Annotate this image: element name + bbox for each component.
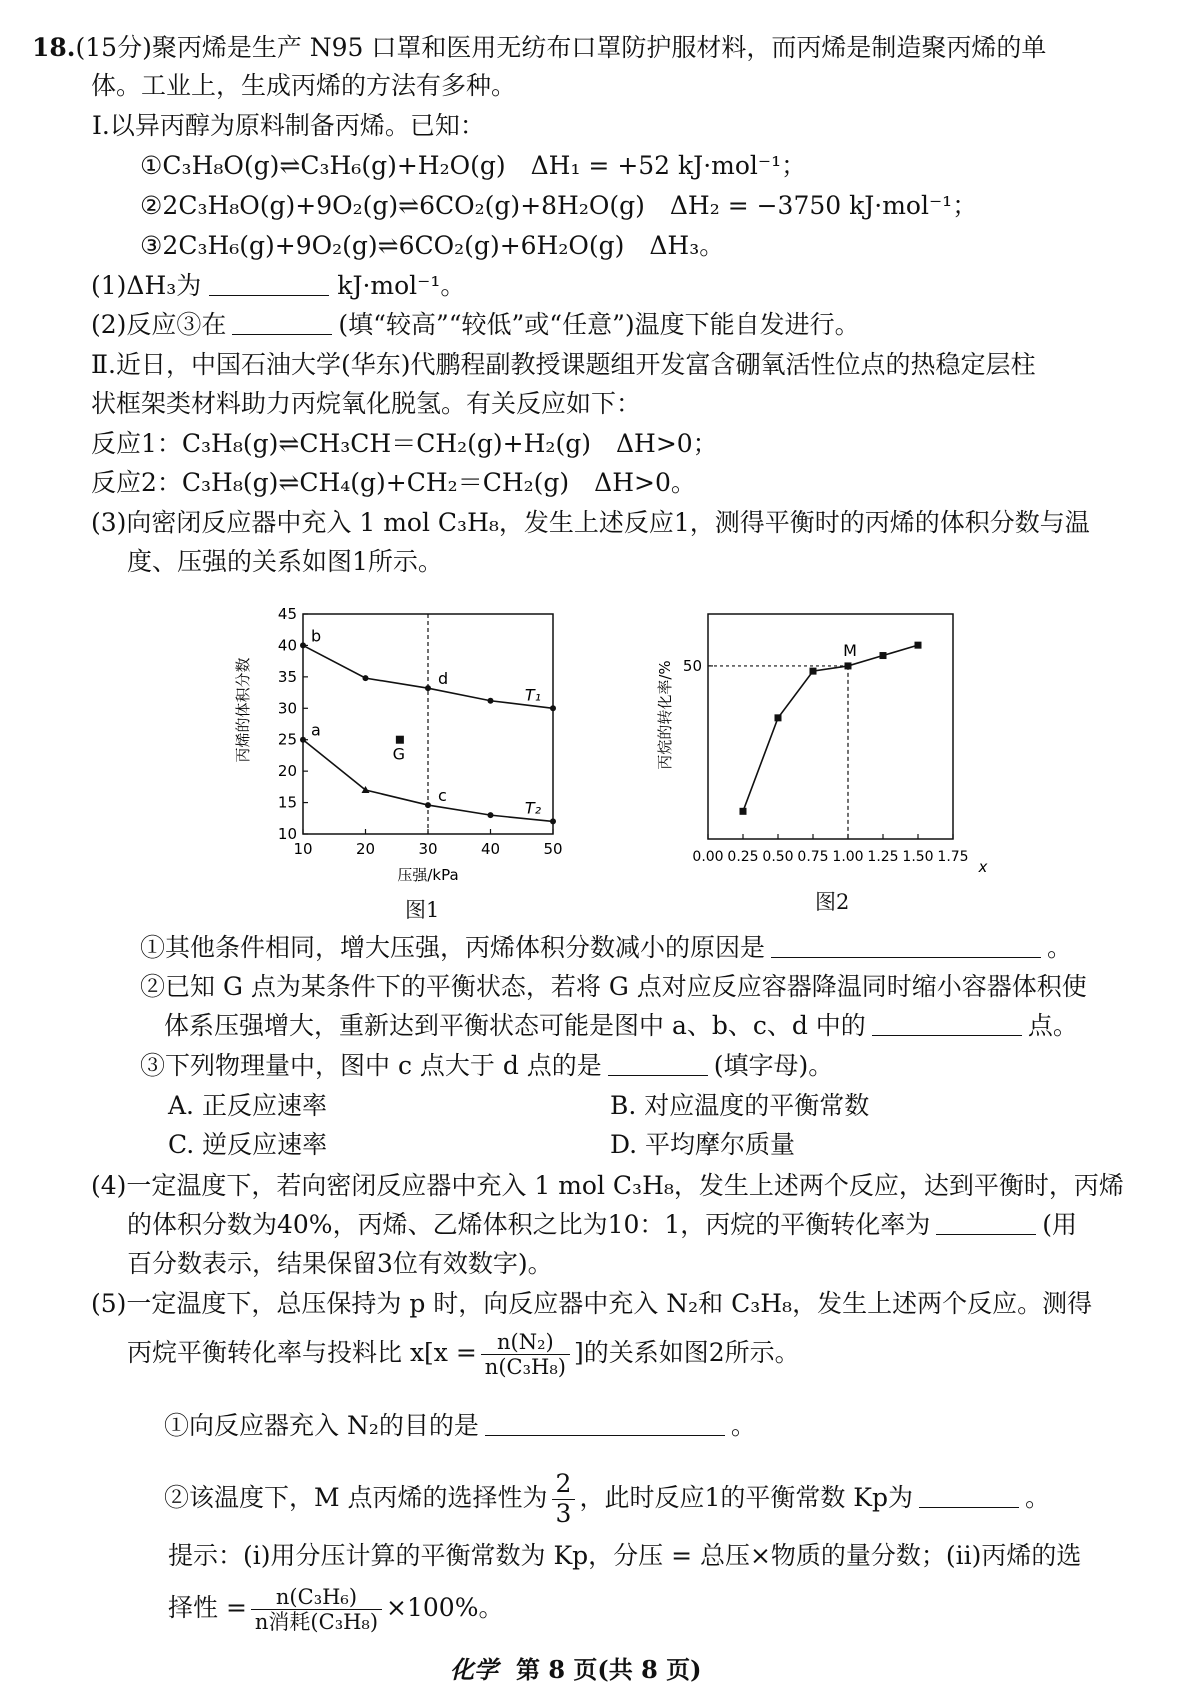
data-point <box>300 737 306 743</box>
part1-title: Ⅰ.以异丙醇为原料制备丙烯。已知： <box>92 111 485 140</box>
question-5b <box>164 1470 1050 1529</box>
q4-tail: (用 <box>1042 1210 1078 1239</box>
data-point <box>550 818 556 824</box>
y-tick-label: 15 <box>277 793 297 812</box>
y-tick-label: 45 <box>277 605 297 623</box>
q3c-prompt: ③下列物理量中，图中 c 点大于 d 点的是 <box>140 1051 602 1080</box>
question-3-line-1: (3)向密闭反应器中充入 1 mol C₃H₈，发生上述反应1，测得平衡时的丙烯的体积分数与温 <box>91 508 1090 537</box>
figure-1-caption: 图1 <box>405 898 440 922</box>
q5b-prompt: ②该温度下，M 点丙烯的选择性为 <box>164 1482 548 1512</box>
question-intro-1: 聚丙烯是生产 N95 口罩和医用无纺布口罩防护服材料，而丙烯是制造聚丙烯的单 <box>151 33 1047 62</box>
fraction-denominator: 3 <box>555 1498 572 1528</box>
question-2 <box>91 311 860 340</box>
x-axis-label: x <box>978 858 988 876</box>
fraction-numerator: 2 <box>552 1470 576 1500</box>
answer-blank[interactable] <box>919 1485 1019 1508</box>
question-4-line-3: 百分数表示，结果保留3位有效数字)。 <box>127 1249 553 1278</box>
answer-blank[interactable] <box>771 935 1041 958</box>
x-tick-label: 50 <box>543 840 563 858</box>
question-header <box>32 34 1046 63</box>
page-footer <box>450 1656 702 1684</box>
y-axis-label: 丙烯的体积分数 <box>234 657 252 763</box>
point-label: d <box>438 669 449 689</box>
q5-tail: ]的关系如图2所示。 <box>573 1338 800 1368</box>
hint-prompt: 择性 = <box>168 1593 247 1623</box>
question-5-line-2 <box>127 1330 800 1379</box>
fraction-numerator: n(N₂) <box>481 1330 570 1355</box>
data-point <box>775 714 782 721</box>
y-tick-label: 35 <box>277 667 297 686</box>
answer-blank[interactable] <box>608 1053 708 1076</box>
series-label: T₁ <box>524 685 542 705</box>
figure-1-chart <box>230 600 590 900</box>
footer-page-number: 第 8 页(共 8 页) <box>516 1655 702 1684</box>
data-point <box>550 705 556 711</box>
data-point <box>845 662 852 669</box>
option-a: A. 正反应速率 <box>168 1091 327 1120</box>
x-tick-label: 0.50 <box>762 849 794 865</box>
q1-unit: kJ·mol⁻¹。 <box>337 271 466 300</box>
q1-prompt: (1)ΔH₃为 <box>91 271 202 300</box>
part2-line-1: Ⅱ.近日，中国石油大学(华东)代鹏程副教授课题组开发富含硼氧活性位点的热稳定层柱 <box>91 350 1036 379</box>
answer-blank[interactable] <box>872 1013 1022 1036</box>
point-g-marker <box>396 736 404 744</box>
data-point <box>915 642 922 649</box>
reaction-2: 反应2：C₃H₈(g)⇌CH₄(g)+CH₂＝CH₂(g) ΔH>0。 <box>91 468 696 497</box>
question-5-line-1: (5)一定温度下，总压保持为 p 时，向反应器中充入 N₂和 C₃H₈，发生上述两个反应。测得 <box>91 1289 1093 1318</box>
point-label: c <box>438 786 447 806</box>
x-tick-label: 0.75 <box>797 849 829 865</box>
x-tick-label: 0.00 <box>692 849 724 865</box>
x-tick-label: 20 <box>355 840 376 858</box>
hint-line-1: 提示：(i)用分压计算的平衡常数为 Kp，分压 = 总压×物质的量分数；(ii)丙烯的选 <box>168 1541 1082 1570</box>
q5b-end: 。 <box>1025 1482 1051 1512</box>
fraction-denominator: n(C₃H₈) <box>484 1355 566 1380</box>
q5-prompt: 丙烷平衡转化率与投料比 x[x = <box>127 1338 477 1368</box>
fraction-numerator: n(C₃H₆) <box>251 1585 382 1610</box>
series-line <box>303 740 553 822</box>
question-3b-line-2 <box>164 1012 1078 1041</box>
selectivity-formula <box>251 1585 382 1634</box>
q5b-mid: ，此时反应1的平衡常数 Kp为 <box>579 1482 913 1512</box>
q2-tail: (填“较高”“较低”或“任意”)温度下能自发进行。 <box>338 310 860 339</box>
option-c: C. 逆反应速率 <box>168 1130 328 1159</box>
data-point <box>300 642 306 648</box>
q4-prompt: 的体积分数为40%，丙烯、乙烯体积之比为10：1，丙烷的平衡转化率为 <box>127 1210 931 1239</box>
feed-ratio-fraction <box>481 1330 570 1379</box>
plot-frame <box>303 614 553 834</box>
q2-prompt: (2)反应③在 <box>91 310 227 339</box>
equation-3: ③2C₃H₆(g)+9O₂(g)⇌6CO₂(g)+6H₂O(g) ΔH₃。 <box>140 231 725 260</box>
x-tick-label: 30 <box>418 840 438 858</box>
answer-blank[interactable] <box>936 1212 1036 1235</box>
figure-2-chart <box>640 600 1000 900</box>
x-tick-label: 1.00 <box>832 849 864 865</box>
series-line <box>743 645 918 811</box>
y-axis-label: 丙烷的转化率/% <box>656 660 674 770</box>
x-axis-label: 压强/kPa <box>397 866 459 884</box>
point-label: M <box>843 640 857 660</box>
option-b: B. 对应温度的平衡常数 <box>610 1091 870 1120</box>
x-tick-label: 10 <box>293 840 313 858</box>
question-4-line-1: (4)一定温度下，若向密闭反应器中充入 1 mol C₃H₈，发生上述两个反应，达到平衡时，丙烯 <box>91 1171 1124 1200</box>
x-tick-label: 0.25 <box>727 849 759 865</box>
y-tick-label: 20 <box>277 762 297 781</box>
x-tick-label: 1.75 <box>937 849 969 865</box>
data-point <box>740 808 747 815</box>
q5a-end: 。 <box>730 1411 756 1440</box>
series-label: T₂ <box>524 798 542 818</box>
y-tick-label: 50 <box>682 656 702 675</box>
point-label: G <box>392 744 406 764</box>
y-tick-label: 40 <box>277 636 297 655</box>
q3b-end: 点。 <box>1027 1011 1078 1040</box>
question-4-line-2 <box>127 1211 1077 1240</box>
question-5a <box>164 1412 756 1441</box>
part2-line-2: 状框架类材料助力丙烷氧化脱氢。有关反应如下： <box>91 389 642 418</box>
question-3c <box>140 1052 833 1081</box>
equation-2: ②2C₃H₈O(g)+9O₂(g)⇌6CO₂(g)+8H₂O(g) ΔH₂ = −3750 kJ·mol⁻¹； <box>140 191 978 220</box>
answer-blank[interactable] <box>232 312 332 335</box>
data-point <box>880 652 887 659</box>
point-label: a <box>311 720 321 740</box>
equation-1: ①C₃H₈O(g)⇌C₃H₆(g)+H₂O(g) ΔH₁ = +52 kJ·mol⁻¹； <box>140 151 807 180</box>
data-point <box>488 812 494 818</box>
q3b-prompt: 体系压强增大，重新达到平衡状态可能是图中 a、b、c、d 中的 <box>164 1011 866 1040</box>
question-1 <box>91 272 465 301</box>
question-intro-2: 体。工业上，生成丙烯的方法有多种。 <box>91 71 517 100</box>
answer-blank[interactable] <box>209 273 329 296</box>
figure-2-caption: 图2 <box>815 890 850 914</box>
y-tick-label: 30 <box>277 699 297 718</box>
y-tick-label: 25 <box>277 730 297 749</box>
q3c-tail: (填字母)。 <box>713 1051 834 1080</box>
question-3-line-2: 度、压强的关系如图1所示。 <box>127 547 443 576</box>
data-point <box>425 685 431 691</box>
question-score: (15分) <box>75 33 152 62</box>
data-point <box>810 668 817 675</box>
data-point <box>488 698 494 704</box>
q5a-prompt: ①向反应器充入 N₂的目的是 <box>164 1411 479 1440</box>
option-d: D. 平均摩尔质量 <box>610 1130 796 1159</box>
reaction-1: 反应1：C₃H₈(g)⇌CH₃CH＝CH₂(g)+H₂(g) ΔH>0； <box>91 429 718 458</box>
x-tick-label: 1.50 <box>902 849 934 865</box>
x-tick-label: 40 <box>480 840 501 858</box>
answer-blank[interactable] <box>485 1413 725 1436</box>
q3a-prompt: ①其他条件相同，增大压强，丙烯体积分数减小的原因是 <box>140 933 766 962</box>
data-point <box>425 802 431 808</box>
point-label: b <box>311 626 322 646</box>
selectivity-fraction <box>552 1470 576 1529</box>
question-number: 18. <box>32 33 76 62</box>
q3a-end: 。 <box>1047 933 1073 962</box>
question-3a <box>140 934 1072 963</box>
hint-tail: ×100%。 <box>386 1593 504 1623</box>
hint-line-2 <box>168 1585 503 1634</box>
footer-subject: 化学 <box>450 1655 498 1684</box>
data-point <box>363 675 369 681</box>
x-tick-label: 1.25 <box>867 849 899 865</box>
question-3b-line-1: ②已知 G 点为某条件下的平衡状态，若将 G 点对应反应容器降温同时缩小容器体积使 <box>140 972 1087 1001</box>
fraction-denominator: n消耗(C₃H₈) <box>254 1610 379 1635</box>
y-tick-label: 10 <box>277 825 297 843</box>
